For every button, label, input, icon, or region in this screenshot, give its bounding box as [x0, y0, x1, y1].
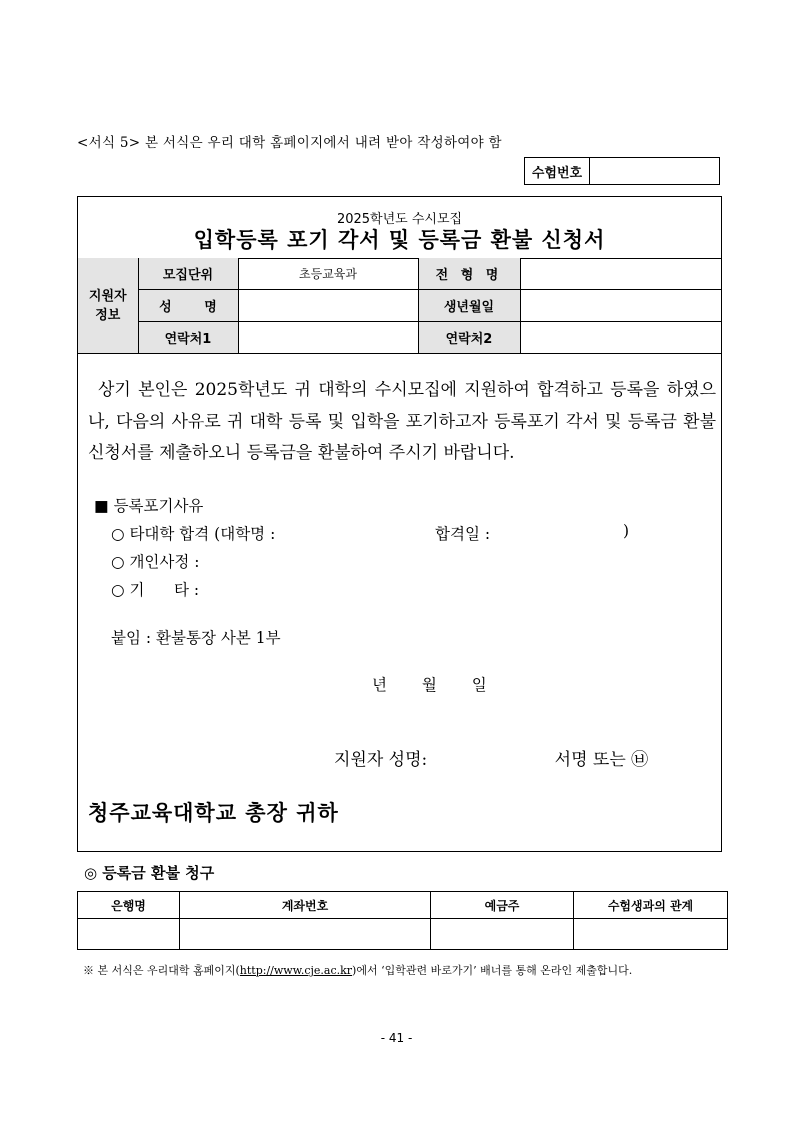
name-value[interactable] — [238, 290, 418, 322]
footnote-suffix: )에서 ‘입학관련 바로가기’ 배너를 통해 온라인 제출합니다. — [352, 964, 633, 977]
declaration-paragraph: 상기 본인은 2025학년도 귀 대학의 수시모집에 지원하여 합격하고 등록을 하였으나, 다음의 사유로 귀 대학 등록 및 입학을 포기하고자 등록포기 각서 및 등록금 환불 신청서를 제출하오니 등록금을 환불하여 주시기 바랍니다. — [88, 380, 716, 463]
refund-holder-field[interactable] — [431, 919, 574, 950]
homepage-link[interactable]: http://www.cje.ac.kr — [239, 964, 353, 977]
form-title-area — [78, 197, 721, 259]
birth-value[interactable] — [520, 290, 721, 322]
applicant-info-table — [78, 258, 721, 354]
attachment-note: 붙임 : 환불통장 사본 1부 — [111, 629, 281, 647]
reason-pass-date[interactable]: 합격일 : — [435, 525, 491, 543]
unit-value[interactable]: 초등교육과 — [238, 258, 418, 290]
form-title: 입학등록 포기 각서 및 등록금 환불 신청서 — [193, 228, 606, 252]
contact2-label: 연락처2 — [418, 322, 520, 354]
reason-title: ■ 등록포기사유 — [94, 497, 204, 515]
refund-bank-field[interactable] — [78, 919, 180, 950]
contact2-value[interactable] — [520, 322, 721, 354]
reason-close-paren: ) — [623, 522, 630, 540]
exam-number-box — [524, 157, 720, 185]
refund-relation-field[interactable] — [574, 919, 728, 950]
application-form — [77, 196, 722, 852]
signature-label: 지원자 성명: — [334, 750, 428, 770]
refund-col-holder: 예금주 — [431, 892, 574, 919]
page-number: - 41 - — [380, 1031, 413, 1045]
signature-hint[interactable]: 서명 또는 ㉥ — [554, 750, 649, 770]
exam-number-label: 수험번호 — [525, 158, 590, 184]
refund-table — [77, 891, 728, 950]
refund-col-relation: 수험생과의 관계 — [574, 892, 728, 919]
date-line[interactable]: 년 월 일 — [372, 676, 487, 694]
applicant-info-label: 지원자 정보 — [78, 258, 138, 354]
form-notice: <서식 5> 본 서식은 우리 대학 홈페이지에서 내려 받아 작성하여야 함 — [77, 135, 502, 151]
footnote — [83, 962, 632, 978]
signature-line — [334, 745, 648, 770]
refund-account-field[interactable] — [180, 919, 431, 950]
form-subtitle: 2025학년도 수시모집 — [336, 212, 463, 227]
exam-number-field[interactable] — [590, 158, 719, 184]
contact1-label: 연락처1 — [138, 322, 238, 354]
reason-etc[interactable]: ○ 기 타 : — [111, 581, 200, 599]
declaration-text — [88, 375, 716, 470]
footnote-prefix: ※ 본 서식은 우리대학 홈페이지( — [83, 964, 240, 977]
unit-label: 모집단위 — [138, 258, 238, 290]
refund-heading: ◎ 등록금 환불 청구 — [84, 864, 215, 882]
track-value[interactable] — [520, 258, 721, 290]
addressee: 청주교육대학교 총장 귀하 — [88, 800, 339, 825]
reason-other-univ[interactable]: ○ 타대학 합격 (대학명 : — [111, 525, 276, 543]
reason-personal[interactable]: ○ 개인사정 : — [111, 553, 200, 571]
name-label: 성 명 — [138, 290, 238, 322]
birth-label: 생년월일 — [418, 290, 520, 322]
track-label: 전 형 명 — [418, 258, 520, 290]
refund-col-bank: 은행명 — [78, 892, 180, 919]
refund-col-account: 계좌번호 — [180, 892, 431, 919]
contact1-value[interactable] — [238, 322, 418, 354]
